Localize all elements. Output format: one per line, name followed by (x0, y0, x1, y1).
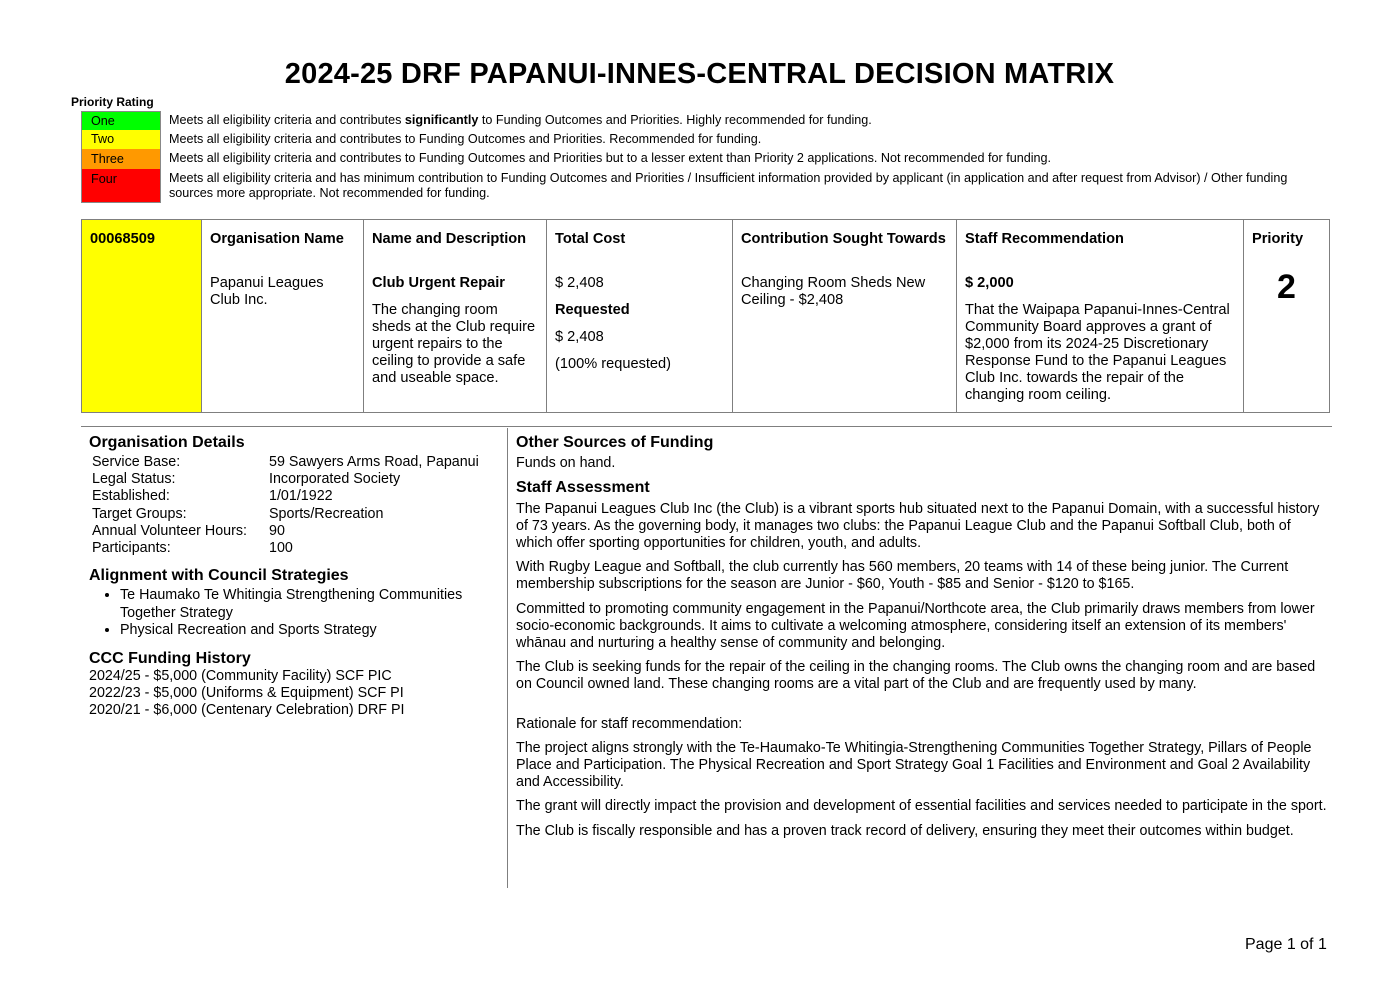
requested-amount: $ 2,408 (555, 329, 604, 345)
page-number: Page 1 of 1 (1245, 936, 1327, 953)
project-name: Club Urgent Repair (372, 275, 505, 291)
org-name: Papanui Leagues Club Inc. (210, 275, 324, 308)
right-column (516, 434, 1331, 847)
header-name-description: Name and Description (372, 231, 527, 247)
header-org-name: Organisation Name (210, 231, 344, 247)
contribution-value: Changing Room Sheds New Ceiling - $2,408 (741, 275, 926, 308)
requested-percent: (100% requested) (555, 356, 672, 372)
alignment-list (89, 587, 499, 640)
application-id: 00068509 (90, 231, 155, 247)
detail-key: Legal Status: (92, 471, 176, 488)
legend-row-four (81, 169, 1311, 203)
rationale-paragraph: The grant will directly impact the provision and development of essential facilities and services needed to participate in the sport. (516, 798, 1327, 815)
legend-text-three: Meets all eligibility criteria and contributes to Funding Outcomes and Priorities but to a lesser extent than Priority 2 applications. Not recommended for funding. (169, 151, 1052, 165)
total-cost-value: $ 2,408 (555, 275, 604, 291)
detail-key: Annual Volunteer Hours: (92, 522, 247, 539)
org-details-heading: Organisation Details (89, 434, 245, 451)
detail-value: 90 (269, 522, 285, 539)
legend-row-three (81, 149, 1311, 169)
priority-cell (1244, 220, 1330, 413)
detail-key: Participants: (92, 540, 171, 557)
column-divider (507, 428, 508, 888)
rationale-paragraph: The project aligns strongly with the Te-Haumako-Te Whitingia-Strengthening Communities Together Strategy, Pillars of People Place and Participation. The Physical Recreation and Sport Strategy Goal 1 Facilities and Environment and Goal 2 Availability and Accessibility. (516, 739, 1312, 791)
requested-label: Requested (555, 302, 630, 318)
detail-value: 59 Sawyers Arms Road, Papanui (269, 454, 479, 470)
detail-value: 1/01/1922 (269, 488, 333, 505)
legend-swatch-one: One (81, 111, 161, 130)
rationale-label: Rationale for staff recommendation: (516, 715, 743, 732)
legend-text-one (161, 111, 872, 130)
other-funding-text: Funds on hand. (516, 455, 616, 472)
org-details-list (89, 454, 499, 557)
legend-text-one-post: to Funding Outcomes and Priorities. Highly recommended for funding. (478, 113, 872, 127)
assessment-paragraph: The Papanui Leagues Club Inc (the Club) is a vibrant sports hub situated next to the Papanui Domain, with a successful history of 73 years. As the governing body, it manages two clubs: the Papanui League Club and the Papanui Softball Club, both of which offer sporting opportunities for children, youth, and adults. (516, 500, 1320, 552)
legend-row-two (81, 130, 1311, 149)
legend-text-one-bold: significantly (404, 113, 479, 127)
total-cost-cell (547, 220, 733, 413)
assessment-paragraph: Committed to promoting community engagement in the Papanui/Northcote area, the Club primarily draws members from lower socio-economic backgrounds. It aims to cultivate a welcoming atmosphere, considering itself an extension of its members' whānau and nurturing a healthy sense of community and belonging. (516, 600, 1315, 652)
application-id-cell (82, 220, 202, 413)
assessment-paragraph: With Rugby League and Softball, the club currently has 560 members, 20 teams with 14 of these being junior. The Current membership subscriptions for the season are Junior - $60, Youth - $85 and Senior - $120 to $165. (516, 559, 1289, 593)
page-title: 2024-25 DRF PAPANUI-INNES-CENTRAL DECISION MATRIX (284, 58, 1115, 90)
section-divider (81, 426, 1332, 427)
name-desc-cell (364, 220, 547, 413)
recommendation-text: That the Waipapa Papanui-Innes-Central Community Board approves a grant of $2,000 from its 2024-25 Discretionary Response Fund to the Papanui Leagues Club Inc. towards the repair of the changing room ceiling. (965, 302, 1230, 403)
history-item: 2020/21 - $6,000 (Centenary Celebration) DRF PI (89, 702, 405, 719)
detail-key: Established: (92, 488, 170, 505)
legend-text-two: Meets all eligibility criteria and contributes to Funding Outcomes and Priorities. Recommended for funding. (169, 132, 762, 146)
decision-matrix-table (81, 219, 1330, 413)
legend-swatch-two: Two (81, 130, 161, 149)
funding-history-heading: CCC Funding History (89, 649, 251, 667)
history-item: 2024/25 - $5,000 (Community Facility) SCF PIC (89, 667, 392, 684)
project-description: The changing room sheds at the Club require urgent repairs to the ceiling to provide a safe and useable space. (372, 302, 536, 386)
assessment-paragraph: The Club is seeking funds for the repair of the ceiling in the changing rooms. The Club owns the changing room and are based on Council owned land. These changing rooms are a vital part of the Club and are frequently used by many. (516, 659, 1316, 693)
legend-swatch-three: Three (81, 149, 161, 169)
priority-rating-label: Priority Rating (71, 95, 154, 109)
detail-key: Service Base: (92, 454, 181, 470)
header-total-cost: Total Cost (555, 231, 626, 247)
alignment-item: • Te Haumako Te Whitingia Strengthening Communities Together Strategy (120, 587, 499, 622)
header-staff-recommendation: Staff Recommendation (965, 231, 1124, 247)
history-item: 2022/23 - $5,000 (Uniforms & Equipment) SCF PI (89, 684, 404, 701)
org-name-cell (202, 220, 364, 413)
staff-assessment-heading: Staff Assessment (516, 479, 650, 497)
detail-row (89, 488, 499, 505)
detail-row (89, 523, 499, 540)
other-funding-heading: Other Sources of Funding (516, 434, 714, 451)
left-column (89, 434, 499, 719)
alignment-heading: Alignment with Council Strategies (89, 567, 349, 585)
legend-swatch-four: Four (81, 169, 161, 203)
detail-row (89, 454, 499, 471)
detail-row (89, 506, 499, 523)
detail-value: Incorporated Society (269, 471, 401, 488)
priority-legend (81, 111, 1311, 203)
detail-value: Sports/Recreation (269, 505, 384, 522)
detail-key: Target Groups: (92, 505, 187, 522)
detail-row (89, 540, 499, 557)
alignment-item: • Physical Recreation and Sports Strategy (120, 622, 499, 640)
detail-row (89, 471, 499, 488)
priority-value: 2 (1277, 268, 1296, 306)
legend-row-one (81, 111, 1311, 130)
header-priority: Priority (1252, 231, 1304, 247)
contribution-cell (733, 220, 957, 413)
staff-rec-cell (957, 220, 1244, 413)
header-contribution: Contribution Sought Towards (741, 231, 946, 247)
rationale-paragraph: The Club is fiscally responsible and has a proven track record of delivery, ensuring they meet their outcomes within budget. (516, 822, 1294, 839)
funding-history-list (89, 668, 499, 720)
detail-value: 100 (269, 540, 293, 557)
legend-text-four: Meets all eligibility criteria and has minimum contribution to Funding Outcomes and Priorities / Insufficient information provided by applicant (in application and after request from Advisor) / Other funding sources more appropriate. Not recommended for funding. (169, 171, 1288, 200)
recommended-amount: $ 2,000 (965, 275, 1014, 291)
legend-text-one-pre: Meets all eligibility criteria and contributes (169, 113, 405, 127)
